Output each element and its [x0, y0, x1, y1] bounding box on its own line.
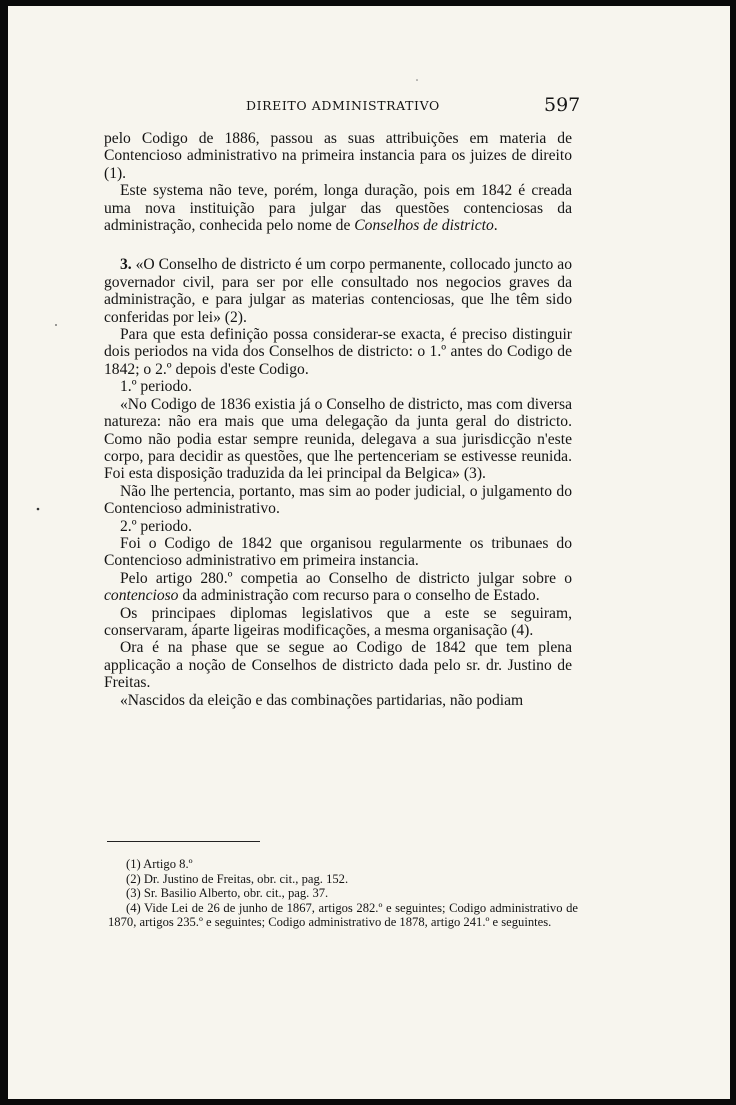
paragraph-text: «Nascidos da eleição e das combinações partidarias, não podiam [120, 691, 524, 709]
paragraph-text: . [493, 217, 498, 235]
footnote: (2) Dr. Justino de Freitas, obr. cit., pag. 152. [126, 871, 349, 886]
emphasis-text: contencioso [104, 587, 179, 605]
running-title: DIREITO ADMINISTRATIVO [246, 98, 440, 113]
paragraph-text: Este systema não teve, porém, longa duração, pois em 1842 é creada uma nova instituição para julgar das questões contenciosas da administração, conhecida pelo nome de [104, 182, 572, 235]
paragraph-text: 2.º periodo. [120, 517, 192, 535]
emphasis-text: Conselhos de districto [354, 217, 494, 235]
paragraph-text: Os principaes diplomas legislativos que a este se seguiram, conservaram, áparte ligeiras modificações, a mesma organisação (4). [104, 604, 572, 639]
scan-specks [8, 6, 730, 1099]
section-number: 3. [120, 256, 132, 274]
paragraph-text: 1.º periodo. [120, 378, 192, 396]
paragraph-text: da administração com recurso para o conselho de Estado. [178, 587, 540, 605]
paragraph-text: «No Codigo de 1836 existia já o Conselho de districto, mas com diversa natureza: não era mais que uma delegação da junta geral do districto. Como não podia estar sempre reunida, delegava a sua jurisdicção n'este corpo, para decidir as questões, que lhe pertenceriam se estivesse reunida. Foi esta disposição traduzida da lei principal da Belgica» (3). [104, 395, 572, 483]
paragraph-text: Foi o Codigo de 1842 que organisou regularmente os tribunaes do Contencioso administrativo em primeira instancia. [104, 534, 572, 570]
book-page [8, 6, 730, 1099]
paragraph-text: «O Conselho de districto é um corpo permanente, collocado juncto ao governador civil, para ser por elle consultado nos negocios graves da administração, e para julgar as materias contenciosas, que lhe têm sido conferidas por lei» (2). [104, 256, 572, 326]
speck [416, 79, 418, 81]
footnote: (1) Artigo 8.º [126, 857, 193, 871]
paragraph-text: Pelo artigo 280.º competia ao Conselho de districto julgar sobre o [120, 569, 572, 587]
paragraph-text: Não lhe pertencia, portanto, mas sim ao poder judicial, o julgamento do Contencioso administrativo. [104, 482, 572, 518]
paragraph-text: Para que esta definição possa considerar-se exacta, é preciso distinguir dois periodos na vida dos Conselhos de districto: o 1.º antes do Codigo de 1842; o 2.º depois d'este Codigo. [104, 326, 572, 378]
footnote: (3) Sr. Basilio Alberto, obr. cit., pag. 37. [126, 886, 329, 901]
paragraph-text: Ora é na phase que se segue ao Codigo de 1842 que tem plena applicação a noção de Conselhos de districto dada pelo sr. dr. Justino de Freitas. [104, 639, 572, 692]
speck [37, 508, 40, 511]
page-number: 597 [544, 94, 581, 116]
speck [55, 324, 57, 326]
footnote: (4) Vide Lei de 26 de junho de 1867, artigos 282.º e seguintes; Codigo administrativo de 1870, artigos 235.º e seguintes; Codigo administrativo de 1878, artigo 241.º e seguintes. [108, 900, 578, 930]
paragraph-text: pelo Codigo de 1886, passou as suas attribuições em materia de Contencioso administrativo na primeira instancia para os juizes de direito (1). [104, 130, 572, 182]
